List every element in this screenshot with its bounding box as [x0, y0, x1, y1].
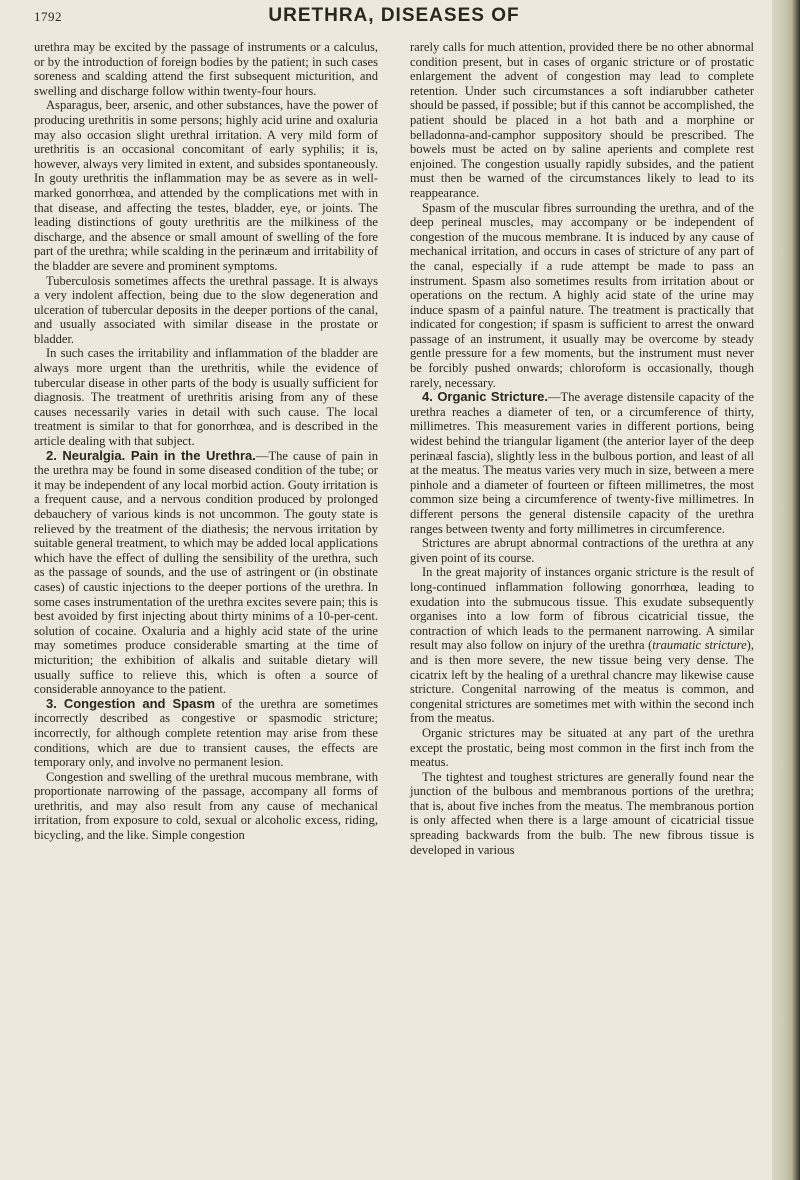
section-heading: 2. Neuralgia. Pain in the Urethra.	[46, 447, 256, 463]
paragraph: Asparagus, beer, arsenic, and other substances, have the power of producing urethritis in some persons; highly acid urine and oxaluria may also occasion slight urethral irritation. A very mild form of urethritis is an occasional concomitant of early syphilis; it is, however, always very limited in extent, and subsides spontaneously. In gouty urethritis the inflammation may be as severe as in well-marked gonorrhœa, and attended by the complications met with in that disease, and affecting the testes, bladder, eye, or joints. The leading distinctions of gouty urethritis are the milkiness of the discharge, and the absence or small amount of swelling of the fore part of the urethra; while scalding in the perinæum and irritability of the bladder are severe and prominent symptoms.	[34, 98, 378, 273]
section-text: —The cause of pain in the urethra may be found in some diseased condition of the tube; or it may be independent of any local morbid action. Gouty irritation is a frequent cause, and a nervous condition produced by prolonged debauchery of various kinds is not uncommon. The gouty state is relieved by the treatment of the diathesis; the nervous irritation by suitable general treatment, to which may be added local applications which have the effect of dulling the sensibility of the urethra, such as the passage of sounds, and the use of astringent or (in obstinate cases) of caustic injections to the deeper portions of the urethra. In some cases instrumentation of the urethra excites severe pain; this is best avoided by first injecting about thirty minims of a 10-per-cent. solution of cocaine. Oxaluria and a highly acid state of the urine may sometimes produce considerable smarting at the time of micturition; the exhibition of alkalis and suitable dietary will usually suffice to relieve this, which is often a source of considerable annoyance to the patient.	[34, 448, 378, 697]
right-column	[410, 40, 754, 857]
paragraph: Organic strictures may be situated at any part of the urethra except the prostatic, being most common in the first inch from the meatus.	[410, 725, 754, 770]
section-paragraph	[34, 697, 378, 770]
paragraph-text: In the great majority of instances organic stricture is the result of long-continued inflammation following gonorrhœa, leading to exudation into the submucous tissue. This exudate subsequently organises into a low form of fibrous cicatricial tissue, the contraction of which leads to the permanent narrowing. A similar result may also follow on injury of the urethra (	[410, 565, 754, 653]
page-header	[34, 5, 754, 29]
paragraph	[410, 565, 754, 726]
left-column	[34, 40, 378, 843]
section-paragraph	[410, 390, 754, 536]
paragraph-text: ), and is then more severe, the new tissue being very dense. The cicatrix left by the healing of a urethral chancre may likewise cause stricture. Congenital narrowing of the meatus is common, and congenital strictures are sometimes met with within the second inch from the meatus.	[410, 638, 754, 726]
paragraph: Congestion and swelling of the urethral mucous membrane, with proportionate narrowing of the passage, accompany all forms of urethritis, and may also result from any cause of mechanical irritation, from exposure to cold, sexual or alcoholic excess, riding, bicycling, and the like. Simple congestion	[34, 769, 378, 843]
italic-term: traumatic stricture	[652, 638, 747, 653]
section-text: —The average distensile capacity of the urethra reaches a diameter of ten, or a circumference of thirty, millimetres. This measurement varies in different portions, being widest behind the triangular ligament (the anterior layer of the deep perinæal fascia), slightly less in the bulbous portion, and least of all at the meatus. The meatus varies very much in size, between a mere pinhole and a diameter of fourteen or fifteen millimetres, the most common size being a circumference of twenty-five millimetres. In different persons the general distensile capacity of the urethra ranges between twenty and forty millimetres in circumference.	[410, 390, 754, 536]
paragraph: The tightest and toughest strictures are generally found near the junction of the bulbous and membranous portions of the urethra; that is, about five inches from the meatus. The membranous portion is only affected when there is a large amount of cicatricial tissue spreading backwards from the bulb. The new fibrous tissue is developed in various	[410, 769, 754, 857]
section-paragraph	[34, 449, 378, 697]
running-title: URETHRA, DISEASES OF	[268, 5, 520, 26]
facing-page-edge	[772, 0, 800, 1180]
paragraph: urethra may be excited by the passage of instruments or a calculus, or by the introduction of foreign bodies by the patient; in such cases soreness and scalding attend the first subsequent micturition, and swelling and discharge follow within twenty-four hours.	[34, 40, 378, 98]
page-number: 1792	[34, 9, 62, 24]
section-heading: 4. Organic Stricture.	[422, 389, 548, 405]
paragraph: Strictures are abrupt abnormal contractions of the urethra at any given point of its course.	[410, 536, 754, 565]
paragraph: Spasm of the muscular fibres surrounding the urethra, and of the deep perineal muscles, may accompany or be independent of congestion of the mucous membrane. It is induced by any cause of mechanical irritation, and occurs in cases of stricture of any part of the canal, especially if a rude attempt be made to pass an instrument. Spasm also sometimes results from irritation about or operations on the rectum. A highly acid state of the urine may induce spasm of a painful nature. The treatment is practically that indicated for congestion; if spasm is sufficient to arrest the onward passage of an instrument, it usually may be overcome by steady gentle pressure for a few moments, but the instrument must never be forcibly pushed onwards; chloroform is occasionally, though rarely, necessary.	[410, 200, 754, 390]
section-text: of the urethra are sometimes incorrectly described as congestive or spasmodic stricture; incorrectly, for although complete retention may arise from these conditions, which are due to transient causes, the effects are temporary only, and involve no permanent lesion.	[34, 696, 378, 770]
section-heading: 3. Congestion and Spasm	[46, 695, 216, 711]
paragraph: In such cases the irritability and inflammation of the bladder are always more urgent than the urethritis, while the evidence of tubercular disease in other parts of the body is usually sufficient for diagnosis. The treatment of urethritis arising from any of these causes necessarily varies in detail with such cause. The local treatment is similar to that for gonorrhœa, and is described in the article dealing with that subject.	[34, 346, 378, 449]
paragraph: Tuberculosis sometimes affects the urethral passage. It is always a very indolent affection, being due to the slow degeneration and ulceration of tubercular deposits in the deeper portions of the canal, and usually associated with similar disease in the prostate or bladder.	[34, 273, 378, 346]
paragraph: rarely calls for much attention, provided there be no other abnormal condition present, but in cases of organic stricture or of prostatic enlargement the advent of congestion may lead to complete retention. Under such circumstances a soft indiarubber catheter should be passed, if possible; but if this cannot be accomplished, the patient should be placed in a hot bath and a morphine or belladonna-and-camphor suppository should be prescribed. The bowels must be acted on by saline aperients and complete rest enjoined. The congestion usually rapidly subsides, and the patient must then be warned of the circumstances likely to lead to its reappearance.	[410, 40, 754, 200]
